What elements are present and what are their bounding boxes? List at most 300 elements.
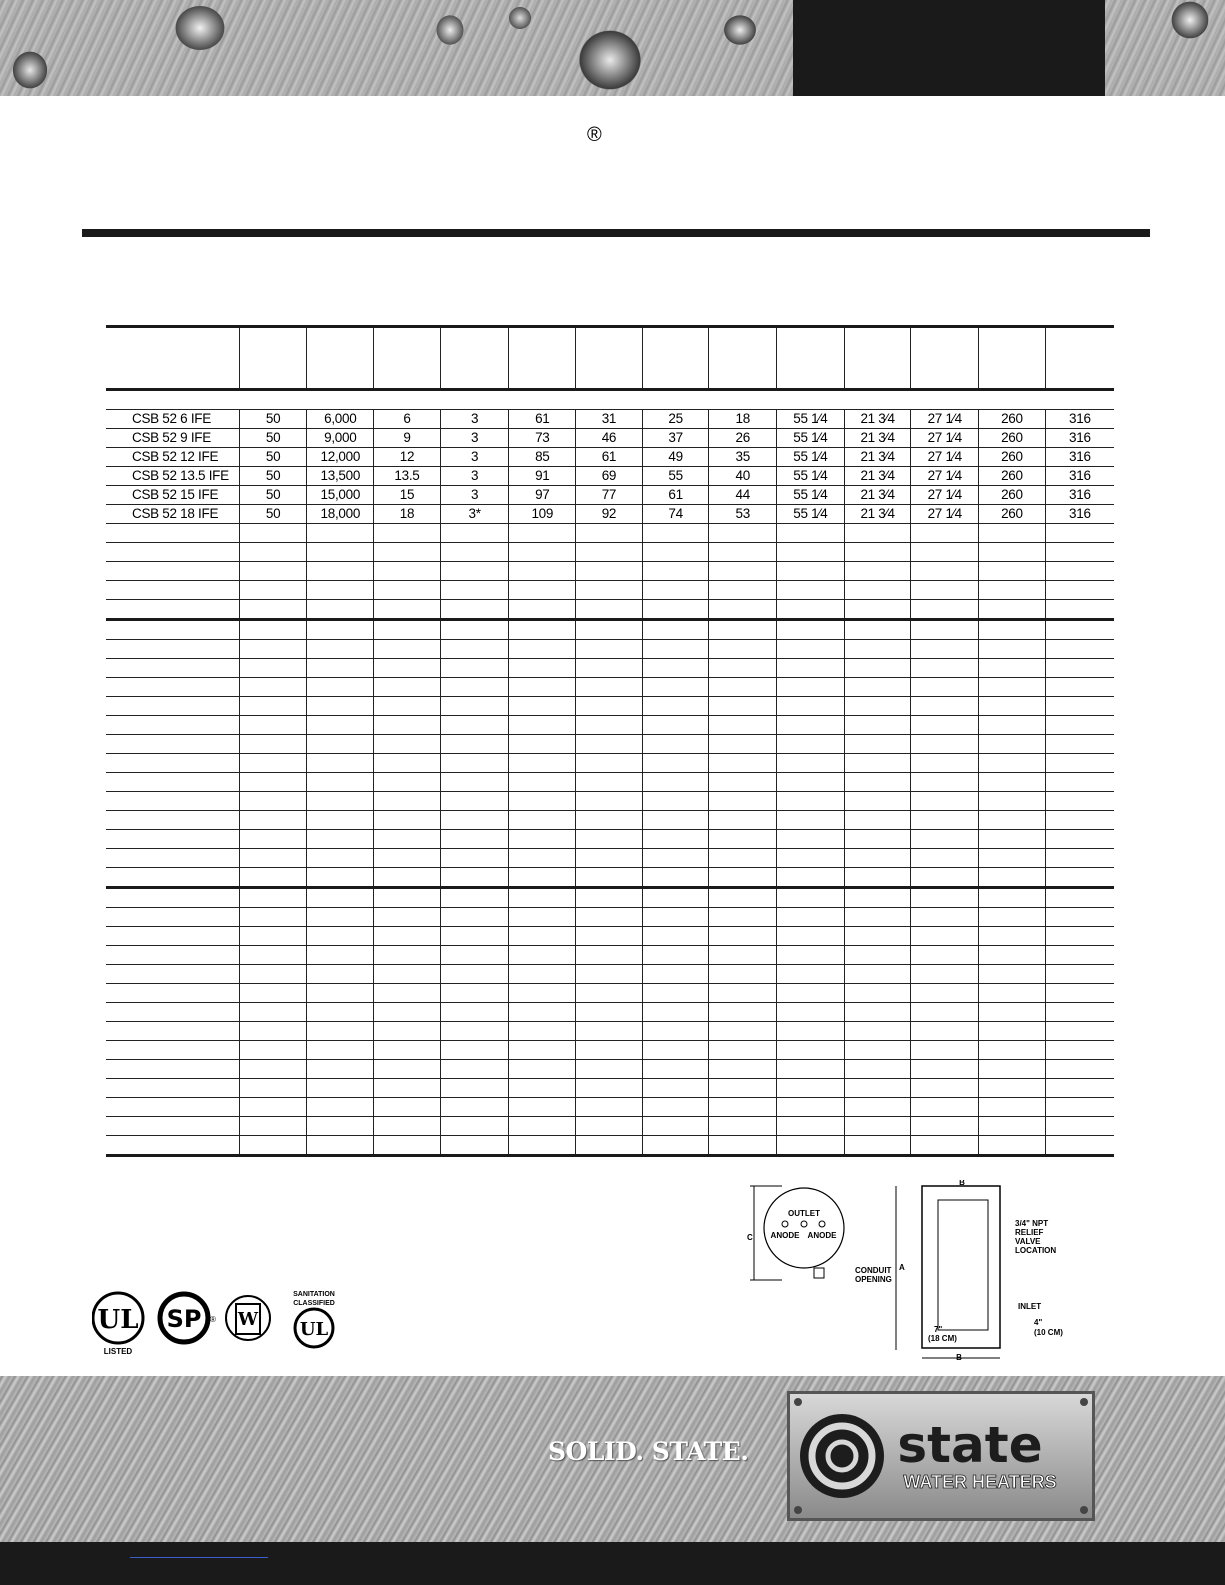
table-cell [844,1041,911,1060]
table-row [106,697,1114,716]
table-cell [307,908,374,927]
table-row [106,888,1114,908]
table-cell [106,600,239,620]
table-cell [979,562,1046,581]
table-cell [911,620,979,640]
table-cell [576,716,643,735]
table-cell [777,524,845,543]
table-cell [911,327,979,390]
table-cell [777,600,845,620]
table-row [106,754,1114,773]
table-cell [777,543,845,562]
table-cell [374,1136,441,1156]
table-cell: 26 [709,429,777,448]
table-cell [844,678,911,697]
svg-text:LOCATION: LOCATION [1015,1246,1057,1255]
table-cell [642,640,709,659]
table-cell [106,868,239,888]
table-cell [374,735,441,754]
table-cell [374,811,441,830]
table-cell [440,327,509,390]
table-cell [642,868,709,888]
table-row [106,390,1114,410]
table-cell [844,754,911,773]
table-cell [979,1022,1046,1041]
table-cell [911,984,979,1003]
table-cell: 74 [642,505,709,524]
table-cell [307,659,374,678]
table-cell: 21 3⁄4 [844,505,911,524]
table-cell [709,773,777,792]
table-cell [374,1079,441,1098]
table-cell [709,716,777,735]
table-cell [709,888,777,908]
table-cell [1045,927,1114,946]
table-cell [777,678,845,697]
table-cell [440,773,509,792]
table-cell [777,327,845,390]
table-cell [709,524,777,543]
table-row [106,1003,1114,1022]
table-cell [576,754,643,773]
table-cell [509,927,576,946]
table-cell [307,581,374,600]
table-cell: 61 [509,410,576,429]
table-cell [106,946,239,965]
table-cell [374,1098,441,1117]
table-cell: 73 [509,429,576,448]
table-cell: 31 [576,410,643,429]
table-cell [979,888,1046,908]
table-row [106,467,1114,486]
table-row [106,792,1114,811]
table-cell [709,678,777,697]
table-cell [642,965,709,984]
table-cell [106,697,239,716]
table-cell [979,735,1046,754]
table-cell [709,927,777,946]
table-cell [440,849,509,868]
table-cell [239,735,307,754]
table-cell [911,543,979,562]
table-cell [374,754,441,773]
table-cell [777,868,845,888]
table-cell [106,754,239,773]
table-cell [374,849,441,868]
table-cell [576,965,643,984]
table-cell [979,849,1046,868]
table-cell [440,754,509,773]
table-cell: 3* [440,505,509,524]
table-cell [642,984,709,1003]
table-cell [709,1079,777,1098]
table-cell [576,1098,643,1117]
table-cell [1045,908,1114,927]
table-cell [106,562,239,581]
table-cell [777,1136,845,1156]
svg-text:CONDUIT: CONDUIT [855,1266,892,1275]
table-row [106,678,1114,697]
table-cell [1045,1041,1114,1060]
table-cell: 50 [239,467,307,486]
table-cell [509,581,576,600]
table-cell [576,1117,643,1136]
table-cell [106,908,239,927]
table-header-row [106,327,1114,390]
footer-link-underline[interactable] [130,1557,268,1558]
table-cell [1045,1003,1114,1022]
svg-text:RELIEF: RELIEF [1015,1228,1044,1237]
table-cell [374,640,441,659]
table-cell [106,792,239,811]
table-cell [709,327,777,390]
table-cell [911,773,979,792]
table-cell: 260 [979,505,1046,524]
table-cell [440,716,509,735]
table-cell [239,697,307,716]
table-cell [709,1022,777,1041]
table-cell [844,735,911,754]
table-cell: 15,000 [307,486,374,505]
table-cell [709,620,777,640]
table-cell: 21 3⁄4 [844,448,911,467]
table-cell [777,1041,845,1060]
table-cell [440,965,509,984]
svg-text:(18 CM): (18 CM) [928,1334,957,1343]
table-row [106,927,1114,946]
table-cell [709,849,777,868]
table-cell [239,830,307,849]
table-cell [979,640,1046,659]
table-cell [440,600,509,620]
table-cell [440,868,509,888]
table-cell [979,773,1046,792]
table-cell [1045,524,1114,543]
table-cell [709,1060,777,1079]
table-cell [844,640,911,659]
table-cell [106,984,239,1003]
table-cell: 50 [239,429,307,448]
table-row [106,1060,1114,1079]
table-cell: CSB 52 13.5 IFE [106,467,239,486]
table-cell [1045,868,1114,888]
table-cell [307,792,374,811]
table-cell [844,1079,911,1098]
table-cell [844,600,911,620]
table-cell: CSB 52 15 IFE [106,486,239,505]
table-cell [1045,1117,1114,1136]
table-cell [509,1060,576,1079]
table-row [106,524,1114,543]
table-cell [440,678,509,697]
table-cell [239,327,307,390]
table-cell [374,868,441,888]
table-row [106,543,1114,562]
table-cell [239,524,307,543]
table-cell [979,581,1046,600]
table-cell [440,927,509,946]
table-cell [911,697,979,716]
table-cell: 61 [576,448,643,467]
table-cell [911,1003,979,1022]
table-cell [911,1041,979,1060]
table-cell [509,946,576,965]
table-cell [642,811,709,830]
table-cell: 27 1⁄4 [911,429,979,448]
table-cell [440,1136,509,1156]
table-cell [1045,600,1114,620]
table-cell [1045,640,1114,659]
table-cell [509,1098,576,1117]
svg-text:state: state [897,1416,1043,1474]
table-cell [509,773,576,792]
svg-text:SP: SP [166,1305,202,1333]
table-cell [979,830,1046,849]
table-cell [709,390,777,410]
table-cell [307,830,374,849]
table-cell [307,946,374,965]
table-cell: 46 [576,429,643,448]
table-cell [239,868,307,888]
table-cell [440,562,509,581]
table-cell [777,716,845,735]
svg-text:VALVE: VALVE [1015,1237,1041,1246]
table-cell [1045,773,1114,792]
table-cell: CSB 52 6 IFE [106,410,239,429]
table-cell [777,946,845,965]
table-cell [106,581,239,600]
table-cell [509,697,576,716]
table-cell: 6 [374,410,441,429]
table-cell [106,888,239,908]
table-cell [709,946,777,965]
table-cell [979,1117,1046,1136]
table-cell [709,697,777,716]
table-cell [979,927,1046,946]
table-cell [440,1079,509,1098]
table-cell [106,1079,239,1098]
table-cell [239,1079,307,1098]
table-cell [642,946,709,965]
table-cell [1045,1060,1114,1079]
table-cell [307,1136,374,1156]
state-logo-icon [790,1394,1092,1518]
svg-text:4": 4" [1034,1318,1043,1327]
table-cell [576,659,643,678]
table-cell [709,735,777,754]
table-cell [239,543,307,562]
table-cell [777,754,845,773]
table-cell [979,659,1046,678]
table-cell [106,927,239,946]
table-cell [440,620,509,640]
table-row [106,486,1114,505]
table-cell: 55 1⁄4 [777,467,845,486]
table-cell [239,678,307,697]
table-row [106,868,1114,888]
table-cell [642,1117,709,1136]
table-cell [239,946,307,965]
table-cell [979,327,1046,390]
table-cell [374,1117,441,1136]
table-cell [239,811,307,830]
table-cell [239,716,307,735]
table-cell [576,1022,643,1041]
table-cell [307,965,374,984]
table-cell [440,830,509,849]
table-cell [1045,1079,1114,1098]
table-cell [979,1003,1046,1022]
table-cell: 25 [642,410,709,429]
svg-text:®: ® [210,1315,216,1324]
table-cell [509,1079,576,1098]
table-cell [911,927,979,946]
table-cell [440,581,509,600]
table-cell [374,1022,441,1041]
table-cell: 6,000 [307,410,374,429]
table-cell [106,678,239,697]
table-cell: 18 [374,505,441,524]
table-cell [844,946,911,965]
table-cell [911,640,979,659]
table-cell [709,1098,777,1117]
table-cell [1045,581,1114,600]
table-row [106,965,1114,984]
table-cell [576,735,643,754]
slogan: SOLID. STATE. [548,1437,749,1466]
table-cell [844,1136,911,1156]
table-cell [1045,735,1114,754]
table-cell [777,1022,845,1041]
table-cell: 55 1⁄4 [777,448,845,467]
table-cell [709,640,777,659]
table-cell [911,659,979,678]
table-cell [911,1136,979,1156]
table-cell: 69 [576,467,643,486]
table-cell [307,1098,374,1117]
table-cell [239,640,307,659]
table-cell [844,1117,911,1136]
table-cell [307,524,374,543]
table-cell [440,908,509,927]
table-cell [374,562,441,581]
table-cell [1045,678,1114,697]
svg-text:ANODE: ANODE [770,1231,800,1240]
table-cell [911,849,979,868]
table-cell [576,888,643,908]
table-cell [374,543,441,562]
table-cell [844,524,911,543]
table-cell [844,888,911,908]
table-cell: CSB 52 9 IFE [106,429,239,448]
table-cell: 50 [239,448,307,467]
table-cell [979,965,1046,984]
table-cell [307,640,374,659]
table-cell [844,927,911,946]
table-cell [844,792,911,811]
table-cell [509,716,576,735]
iapmo-icon [226,1296,270,1340]
table-cell [777,562,845,581]
table-row [106,562,1114,581]
table-cell [844,1098,911,1117]
table-row [106,716,1114,735]
table-cell: 316 [1045,448,1114,467]
table-cell [642,908,709,927]
table-cell [307,888,374,908]
table-cell: 260 [979,467,1046,486]
table-row [106,620,1114,640]
table-cell: 40 [709,467,777,486]
table-cell [642,1079,709,1098]
table-cell [844,562,911,581]
table-cell [509,984,576,1003]
table-cell: 92 [576,505,643,524]
table-cell [844,811,911,830]
table-cell [777,1098,845,1117]
table-cell [642,792,709,811]
table-cell [307,1079,374,1098]
table-cell [307,543,374,562]
table-cell: 12,000 [307,448,374,467]
table-cell [979,811,1046,830]
table-cell: 316 [1045,429,1114,448]
table-cell [106,1117,239,1136]
table-row [106,946,1114,965]
table-cell [440,1041,509,1060]
table-cell [374,1060,441,1079]
table-cell [509,735,576,754]
table-cell: 260 [979,410,1046,429]
table-cell [777,1060,845,1079]
table-cell [1045,716,1114,735]
table-cell [844,716,911,735]
table-cell: 3 [440,429,509,448]
svg-text:UL: UL [97,1305,139,1335]
table-cell [440,1098,509,1117]
ul-listed-icon [93,1293,143,1356]
table-cell: 55 1⁄4 [777,505,845,524]
table-cell [307,600,374,620]
spec-table [106,325,1114,1157]
table-row [106,1136,1114,1156]
table-cell [239,1022,307,1041]
table-cell [106,524,239,543]
table-cell [1045,327,1114,390]
svg-text:SANITATION: SANITATION [293,1291,335,1298]
svg-text:(10 CM): (10 CM) [1034,1328,1063,1337]
table-cell [239,1117,307,1136]
table-cell [509,678,576,697]
svg-text:B: B [956,1353,962,1362]
table-cell [509,1117,576,1136]
table-cell [709,1117,777,1136]
table-cell [576,640,643,659]
table-cell: 109 [509,505,576,524]
table-cell: 21 3⁄4 [844,467,911,486]
table-cell [979,716,1046,735]
table-cell [642,1041,709,1060]
table-cell [642,524,709,543]
table-row [106,410,1114,429]
table-cell [509,1136,576,1156]
table-cell: 53 [709,505,777,524]
table-cell [709,581,777,600]
table-cell: 91 [509,467,576,486]
table-cell [106,390,239,410]
table-cell [576,543,643,562]
svg-text:UL: UL [299,1319,329,1340]
